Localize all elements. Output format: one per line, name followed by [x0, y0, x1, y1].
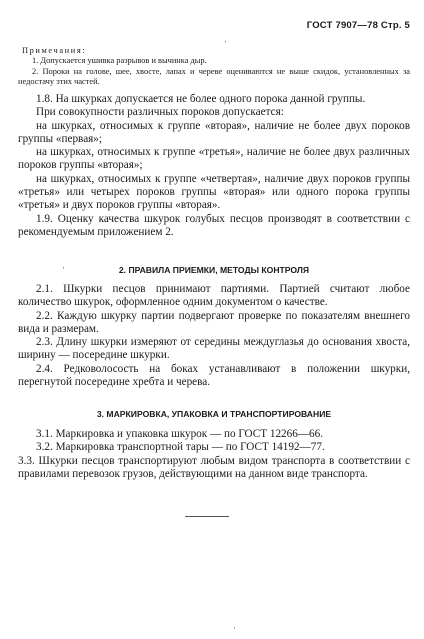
paragraph-2-2: 2.2. Каждую шкурку партии подвергают проверке по показателям внешнего вида и размерам.: [18, 309, 410, 335]
paragraph-defects-intro: При совокупности различных пороков допускается:: [36, 106, 284, 119]
section-3-heading: 3. МАРКИРОВКА, УПАКОВКА И ТРАНСПОРТИРОВАНИЕ: [96, 409, 332, 419]
scan-mark: ˈ: [224, 40, 228, 51]
paragraph-3-2: 3.2. Маркировка транспортной тары — по ГОСТ 14192—77.: [36, 441, 325, 454]
section-2-heading: 2. ПРАВИЛА ПРИЕМКИ, МЕТОДЫ КОНТРОЛЯ: [118, 265, 310, 275]
notes-block: [18, 46, 410, 88]
paragraph-3-1: 3.1. Маркировка и упаковка шкурок — по ГОСТ 12266—66.: [36, 428, 324, 440]
paragraph-group-second: на шкурках, относимых к группе «вторая», наличие не более двух пороков группы «первая»;: [18, 119, 410, 145]
paragraph-2-4: 2.4. Редковолосость на боках устанавливают в положении шкурки, перегнутой посередине хребта и черева.: [18, 362, 410, 389]
paragraph-group-third: на шкурках, относимых к группе «третья», наличие не более двух различных пороков группы «вторая»;: [18, 146, 410, 172]
paragraph-group-fourth: на шкурках, относимых к группе «четвертая», наличие двух пороков группы «третья» или четырех пороков группы «вторая» или одного порока группы «третья» и двух пороков группы «вторая».: [18, 172, 410, 212]
paragraph-1-8: 1.8. На шкурках допускается не более одного порока данной группы.: [36, 93, 366, 105]
note-item: 1. Допускается ушивка разрывов и вычинка дыр.: [32, 56, 207, 66]
paragraph-2-3: 2.3. Длину шкурки измеряют от середины междуглазья до основания хвоста, ширину — посередине шкурки.: [18, 336, 410, 362]
scan-mark: ˈ: [62, 266, 66, 277]
paragraph-2-1: 2.1. Шкурки песцов принимают партиями. Партией считают любое количество шкурок, оформленное одним документом о качестве.: [18, 283, 410, 309]
scan-mark: ˈ: [233, 626, 237, 637]
section-2-body: [18, 283, 410, 389]
paragraph-1-9: 1.9. Оценку качества шкурок голубых песцов производят в соответствии с рекомендуемым приложением 2.: [18, 212, 410, 238]
page-header: ГОСТ 7907—78 Стр. 5: [306, 20, 410, 31]
paragraph-3-3: 3.3. Шкурки песцов транспортируют любым видом транспорта в соответствии с правилами перевозок грузов, действующими на данном виде транспорта.: [18, 454, 410, 480]
end-divider: [185, 516, 229, 517]
section-1-body: [18, 93, 410, 239]
section-3-body: [18, 428, 410, 481]
notes-title: Примечания:: [22, 46, 87, 55]
note-item: 2. Пороки на голове, шее, хвосте, лапах и череве оцениваются не выше скидок, установленных за недостачу этих частей.: [18, 66, 410, 87]
